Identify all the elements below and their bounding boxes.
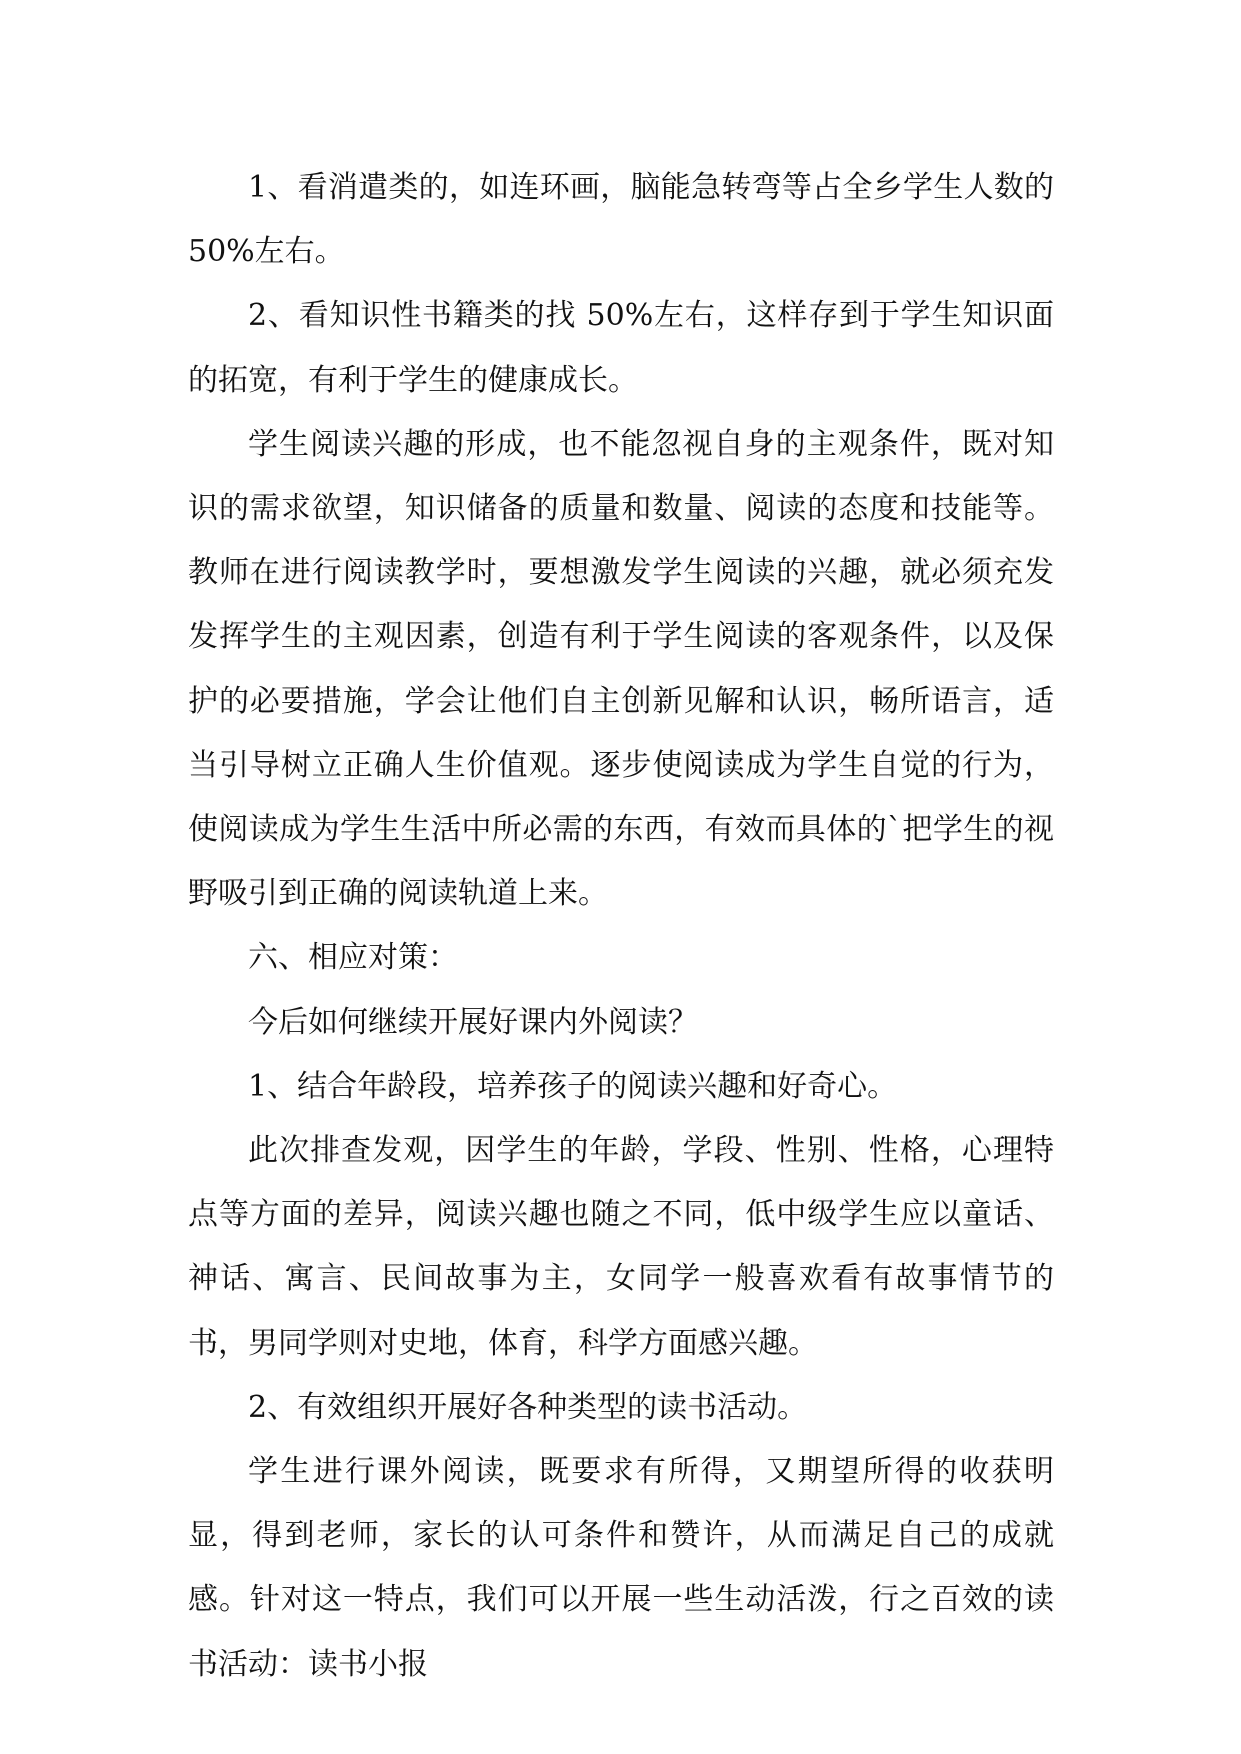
section-heading-countermeasures: 六、相应对策： [248,940,458,976]
paragraph-interest-formation: 学生阅读兴趣的形成，也不能忽视自身的主观条件，既对知识的需求欲望，知识储备的质量和数量、阅读的态度和技能等。教师在进行阅读教学时，要想激发学生阅读的兴趣，就必须充发发挥学生的主观因素，创造有利于学生阅读的客观条件，以及保护的必要措施，学会让他们自主创新见解和认识，畅所语言，适当引导树立正确人生价值观。逐步使阅读成为学生自觉的行为，使阅读成为学生生活中所必需的东西，有效而具体的`把学生的视野吸引到正确的阅读轨道上来。 [188,426,1054,912]
paragraph-point-2: 2、有效组织开展好各种类型的读书活动。 [248,1389,808,1425]
paragraph-reading-leisure: 1、看消遣类的，如连环画，脑能急转弯等占全乡学生人数的 50%左右。 [188,170,1054,270]
paragraph-survey-findings: 此次排查发观，因学生的年龄，学段、性别、性格，心理特点等方面的差异，阅读兴趣也随之不同，低中级学生应以童话、神话、寓言、民间故事为主，女同学一般喜欢看有故事情节的书，男同学则对史地，体育，科学方面感兴趣。 [188,1133,1054,1361]
paragraph-activities: 学生进行课外阅读，既要求有所得，又期望所得的收获明显，得到老师，家长的认可条件和赞许，从而满足自己的成就感。针对这一特点，我们可以开展一些生动活泼，行之百效的读书活动：读书小报 [188,1454,1054,1682]
paragraph-question: 今后如何继续开展好课内外阅读？ [248,1004,698,1040]
paragraph-point-1: 1、结合年龄段，培养孩子的阅读兴趣和好奇心。 [248,1068,898,1104]
paragraph-reading-knowledge: 2、看知识性书籍类的找 50%左右，这样存到于学生知识面的拓宽，有利于学生的健康成长。 [188,298,1054,398]
document-body [188,156,1054,1697]
